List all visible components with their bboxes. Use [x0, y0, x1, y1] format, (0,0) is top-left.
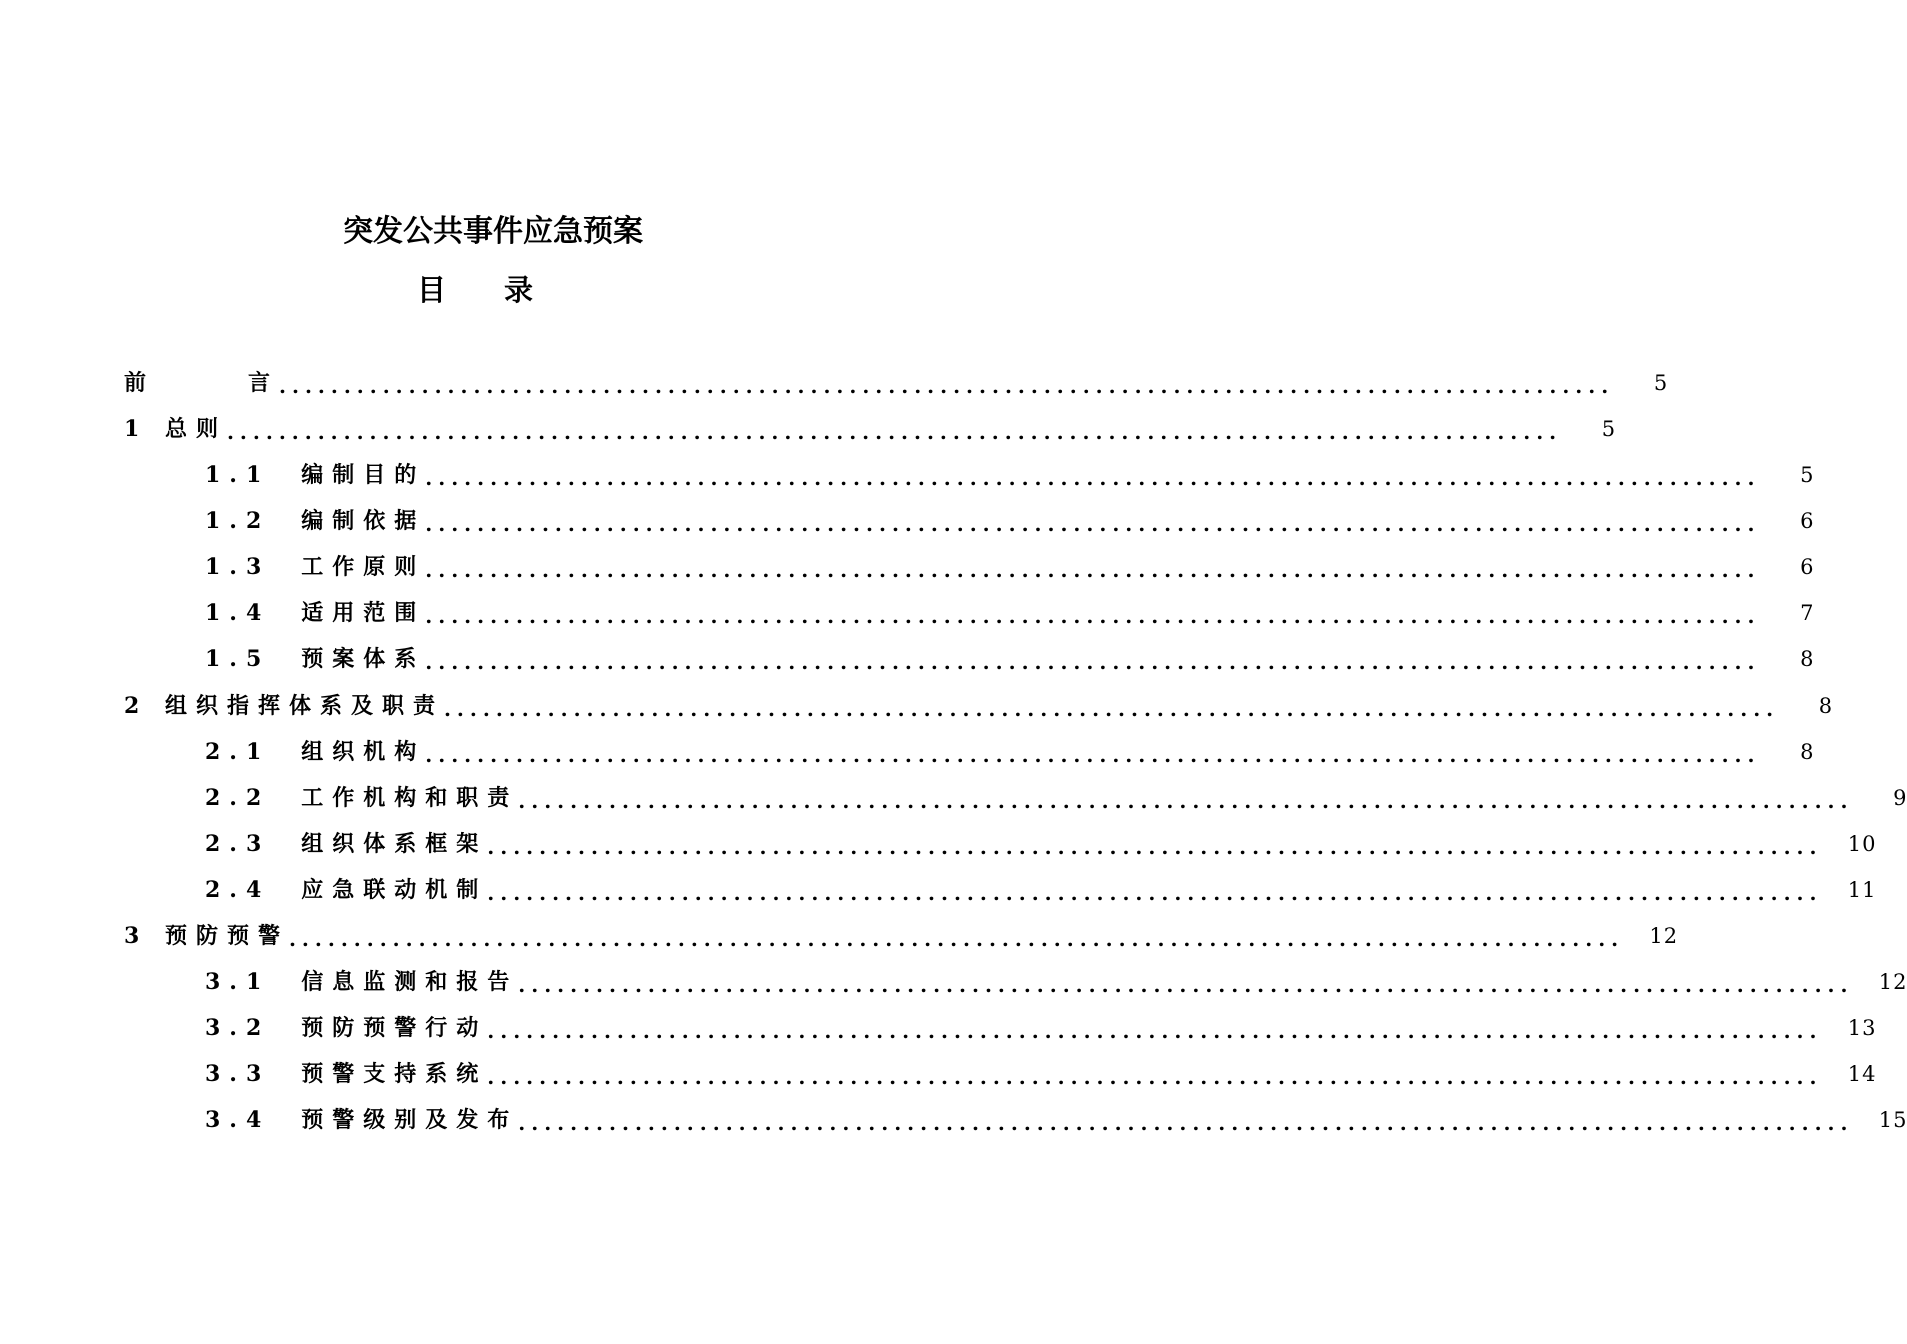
toc-page-number: 5	[1601, 417, 1617, 441]
toc-dot-leader: .......................................................................................................	[425, 743, 1761, 767]
toc-entry-title: 2.4 应急联动机制	[205, 877, 488, 903]
toc-dot-leader: .......................................................................................................	[487, 1065, 1823, 1089]
toc-entry-section-1-5[interactable]	[205, 639, 1815, 679]
toc-page-number: 8	[1800, 740, 1815, 764]
toc-page-number: 5	[1800, 463, 1815, 487]
toc-dot-leader: .......................................................................................................	[443, 697, 1780, 721]
toc-entry-title: 2.1 组织机构	[205, 739, 426, 765]
toc-entry-section-3-4[interactable]	[205, 1100, 1907, 1140]
document-title: 突发公共事件应急预案	[343, 214, 643, 249]
toc-entry-section-3-2[interactable]	[205, 1008, 1877, 1048]
toc-entry-section-2-4[interactable]	[205, 870, 1877, 910]
toc-dot-leader: .......................................................................................................	[425, 604, 1761, 628]
toc-heading: 目 录	[416, 273, 533, 307]
toc-page-number: 12	[1878, 970, 1907, 994]
toc-entry-title: 3 预防预警	[124, 923, 289, 949]
toc-page-number: 5	[1653, 371, 1669, 395]
toc-entry-title: 1.3 工作原则	[205, 554, 426, 580]
toc-entry-title: 1.1 编制目的	[205, 462, 426, 488]
toc-entry-title: 3.1 信息监测和报告	[205, 969, 519, 995]
toc-dot-leader: .......................................................................................................	[288, 927, 1625, 951]
toc-entry-title: 2.2 工作机构和职责	[205, 785, 519, 811]
toc-entry-title: 1.5 预案体系	[205, 646, 426, 672]
toc-dot-leader: .......................................................................................................	[518, 789, 1854, 813]
toc-entry-chapter-1[interactable]	[124, 409, 1617, 449]
toc-entry-chapter-2[interactable]	[124, 686, 1834, 726]
toc-entry-title: 1 总则	[124, 416, 227, 442]
toc-entry-section-1-3[interactable]	[205, 547, 1815, 587]
toc-page-number: 8	[1800, 647, 1815, 671]
toc-dot-leader: .......................................................................................................	[425, 512, 1761, 536]
toc-page-number: 9	[1893, 786, 1907, 810]
toc-page-number: 14	[1847, 1062, 1877, 1086]
toc-dot-leader: .......................................................................................................	[425, 558, 1761, 582]
toc-page-number: 12	[1649, 924, 1679, 948]
toc-entry-section-1-1[interactable]	[205, 455, 1815, 495]
toc-entry-title: 1.2 编制依据	[205, 508, 426, 534]
toc-entry-section-2-1[interactable]	[205, 732, 1815, 772]
toc-dot-leader: .......................................................................................................	[518, 1111, 1854, 1135]
toc-entry-title: 1.4 适用范围	[205, 600, 426, 626]
toc-entry-title: 前 言	[124, 370, 280, 396]
toc-entry-title: 2 组织指挥体系及职责	[124, 693, 444, 719]
toc-dot-leader: .......................................................................................................	[487, 881, 1823, 905]
toc-page-number: 15	[1878, 1108, 1907, 1132]
toc-entry-title: 3.4 预警级别及发布	[205, 1107, 519, 1133]
toc-page-number: 6	[1800, 509, 1815, 533]
toc-dot-leader: .......................................................................................................	[226, 420, 1563, 444]
toc-entry-section-1-4[interactable]	[205, 593, 1815, 633]
toc-dot-leader: .......................................................................................................	[487, 1019, 1823, 1043]
toc-entry-title: 3.3 预警支持系统	[205, 1061, 488, 1087]
toc-entry-section-2-2[interactable]	[205, 778, 1907, 818]
toc-page-number: 11	[1847, 878, 1877, 902]
toc-page-number: 13	[1847, 1016, 1877, 1040]
toc-dot-leader: .......................................................................................................	[425, 650, 1761, 674]
toc-dot-leader: .......................................................................................................	[279, 374, 1615, 398]
toc-entry-preface[interactable]	[124, 363, 1669, 403]
toc-page-number: 7	[1800, 601, 1815, 625]
toc-entry-title: 3.2 预防预警行动	[205, 1015, 488, 1041]
toc-page-number: 6	[1800, 555, 1815, 579]
toc-dot-leader: .......................................................................................................	[487, 835, 1823, 859]
toc-entry-section-3-3[interactable]	[205, 1054, 1877, 1094]
toc-entry-section-1-2[interactable]	[205, 501, 1815, 541]
toc-dot-leader: .......................................................................................................	[425, 466, 1761, 490]
toc-entry-section-2-3[interactable]	[205, 824, 1877, 864]
toc-entry-title: 2.3 组织体系框架	[205, 831, 488, 857]
toc-page-number: 10	[1847, 832, 1877, 856]
toc-page-number: 8	[1818, 694, 1834, 718]
toc-entry-section-3-1[interactable]	[205, 962, 1907, 1002]
toc-dot-leader: .......................................................................................................	[518, 973, 1854, 997]
toc-entry-chapter-3[interactable]	[124, 916, 1679, 956]
